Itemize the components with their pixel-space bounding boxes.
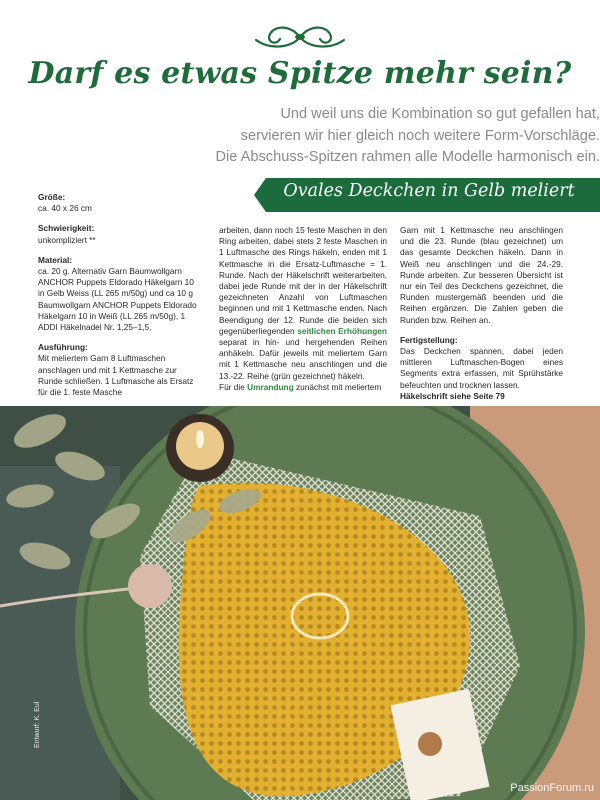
intro-line: Die Abschuss-Spitzen rahmen alle Modelle harmonisch ein.	[215, 149, 600, 165]
execution-value: Mit meliertem Garn 8 Luftmaschen anschlagen und mit 1 Kettmasche zur Runde schließen. 1 Luftmasche als Ersatz für die 1. feste Masche	[38, 353, 194, 398]
chart-reference: Häkelschrift siehe Seite 79	[400, 390, 505, 401]
finish-text: Das Deckchen spannen, dabei jeden mittleren Luftmaschen-Bogen eines Segments extra erfassen, mit Sprühstärke befeuchten und trocknen lassen.	[400, 346, 563, 390]
highlight-border: Umrandung	[247, 381, 294, 392]
highlight-side-raises: seitlichen Erhöhungen	[297, 325, 387, 336]
difficulty-label: Schwierigkeit:	[38, 223, 95, 234]
rounds-paragraph: Garn mit 1 Kettmasche neu anschlingen und die 23. Runde (blau gezeichnet) um das gesamte Deckchen häkeln. Dann in Weiß neu anschlingen und die 24.-29. Runde arbeiten. Zur besseren Übersicht ist nur ein Teil des Deckchens gezeichnet, die Runden mustergemäß beenden und die Reihen ergänzen. Die Zahlen geben die Runden bzw. Reihen an.	[400, 225, 563, 325]
size-value: ca. 40 x 26 cm	[38, 203, 92, 214]
execution-label: Ausführung:	[38, 342, 88, 353]
vine-ornament-icon	[250, 20, 350, 54]
material-label: Material:	[38, 254, 73, 265]
intro-text	[20, 104, 600, 169]
intro-line: Und weil uns die Kombination so gut gefallen hat,	[280, 106, 600, 122]
instructions-text: Für die	[219, 381, 248, 392]
difficulty-value: unkompliziert **	[38, 234, 96, 245]
instructions-column	[219, 225, 387, 393]
design-credit: Entwurf: K. Eul	[34, 701, 41, 748]
size-label: Größe:	[38, 192, 66, 202]
page-title: Darf es etwas Spitze mehr sein?	[28, 56, 572, 91]
instructions-paragraph	[219, 225, 387, 382]
finishing-column	[400, 225, 563, 402]
doily-photo	[0, 406, 600, 800]
details-column	[38, 192, 201, 398]
intro-line: servieren wir hier gleich noch weitere Form-Vorschläge.	[240, 127, 600, 144]
instructions-text: zunächst mit meliertem	[293, 381, 382, 392]
material-value: ca. 20 g. Alternativ Garn Baumwollgarn ANCHOR Puppets Eldorado Häkelgarn 10 in Gelb Weiss (LL 265 m/50g) und ca 10 g Baumwollgarn ANCHOR Puppets Eldorado Häkelgarn 10 in Weiß (LL 265 m/50g), 1 ADDI Häkelnadel Nr. 1,25–1,5.	[38, 266, 197, 333]
border-paragraph	[219, 382, 387, 393]
instructions-text: separat in hin- und hergehenden Reihen anhäkeln. Dafür jeweils mit meliertem Garn mit 1 Kettmasche neu anschlingen und die 13.-22. Reihe (grün gezeichnet) häkeln.	[219, 337, 387, 381]
site-watermark: PassionForum.ru	[510, 782, 594, 794]
instructions-text: arbeiten, dann noch 15 feste Maschen in den Ring arbeiten, dabei stets 2 feste Maschen in 1 Luftmasche des Rings häkeln, enden mit 1 Kettmasche in die Ersatz-Luftmasche = 1. Runde. Nach der Häkelschrift weiterarbeiten, dabei jede Runde mit der in der Häkelschrift gezeichneten Anzahl von Luftmaschen beginnen und mit 1 Kettmasche enden. Nach Beendigung der 12. Runde die beiden sich gegenüberliegenden	[219, 225, 387, 336]
finish-label: Fertigstellung:	[400, 334, 458, 345]
section-title: Ovales Deckchen in Gelb meliert	[283, 181, 575, 201]
